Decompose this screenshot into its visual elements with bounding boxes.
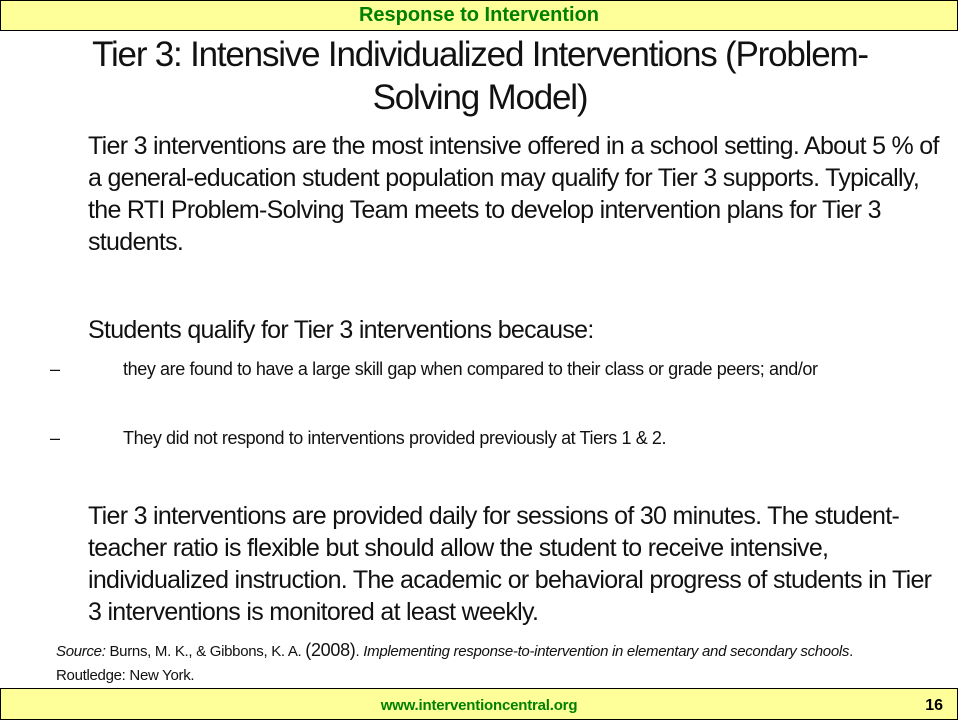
footer-banner: [0, 688, 958, 720]
page-number: 16: [925, 697, 943, 714]
source-publisher: . Routledge: New York.: [56, 643, 853, 684]
source-separator: .: [355, 643, 364, 660]
bullet-marker: –: [50, 359, 60, 379]
source-citation: [56, 638, 916, 688]
paragraph-tier3-intro: Tier 3 interventions are the most intensive offered in a school setting. About 5 % of a general-education student population may qualify for Tier 3 supports. Typically, the RTI Problem-Solving Team meets to develop intervention plans for Tier 3 students.: [88, 132, 939, 256]
banner-title: Response to Intervention: [358, 4, 600, 26]
bullet-item: [50, 426, 955, 450]
source-book-title: Implementing response-to-intervention in elementary and secondary schools: [363, 643, 850, 660]
paragraph-qualify: Students qualify for Tier 3 interventions because:: [88, 316, 594, 344]
bullet-text: they are found to have a large skill gap when compared to their class or grade peers; and/or: [123, 359, 818, 379]
bullet-marker: –: [50, 428, 60, 448]
header-banner: [0, 0, 958, 31]
source-label: Source:: [56, 643, 106, 660]
paragraph-delivery: Tier 3 interventions are provided daily for sessions of 30 minutes. The student-teacher ratio is flexible but should allow the student to receive intensive, individualized instruction. The academic or behavioral progress of students in Tier 3 interventions is monitored at least weekly.: [88, 502, 932, 626]
footer-url[interactable]: www.interventioncentral.org: [380, 697, 578, 714]
source-year: (2008): [305, 640, 356, 660]
slide-title: Tier 3: Intensive Individualized Interventions (Problem-Solving Model): [92, 35, 868, 117]
bullet-text: They did not respond to interventions provided previously at Tiers 1 & 2.: [123, 428, 667, 448]
source-authors: Burns, M. K., & Gibbons, K. A.: [105, 643, 306, 660]
bullet-item: [50, 357, 955, 381]
